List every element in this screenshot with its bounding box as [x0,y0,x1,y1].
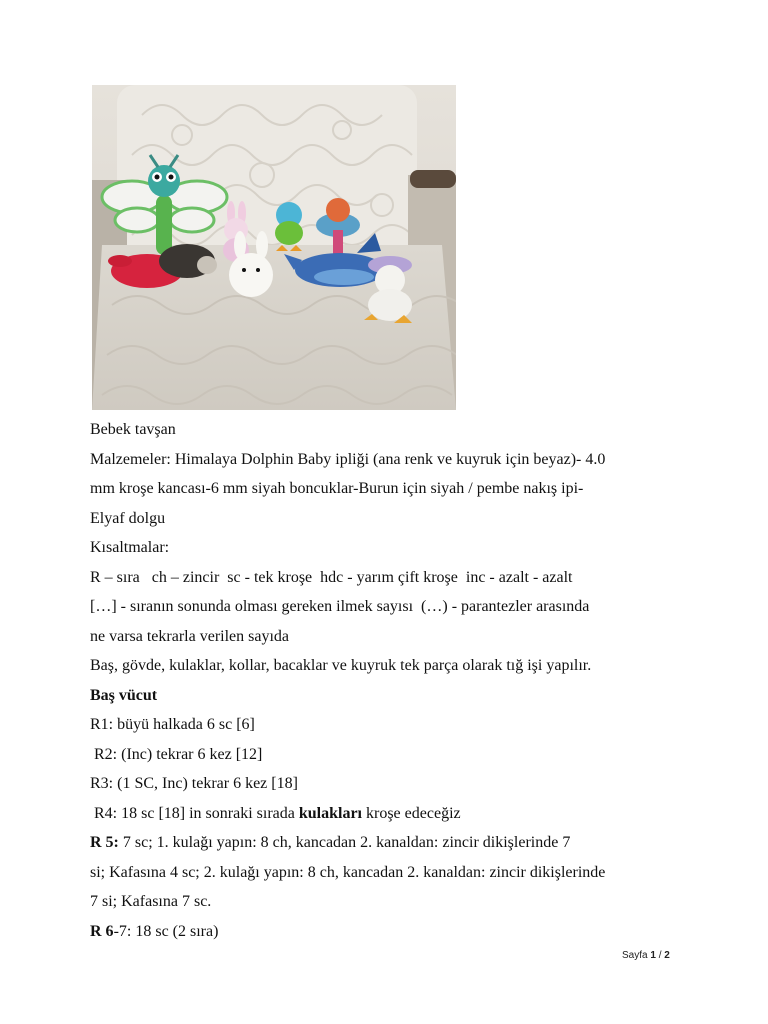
abbreviations-line-3: ne varsa tekrarla verilen sayıda [90,627,290,645]
page-footer [622,950,670,961]
materials-line-2: mm kroşe kancası-6 mm siyah boncuklar-Burun için siyah / pembe nakış ipi- [90,480,584,497]
toys-photo-illustration [92,85,456,410]
footer-page-total: 2 [664,950,670,961]
row-4-text-c: kroşe edeceğiz [362,804,461,822]
row-1: R1: büyü halkada 6 sc [6] [90,716,255,733]
materials-line-1: Malzemeler: Himalaya Dolphin Baby ipliği (ana renk ve kuyruk için beyaz)- 4.0 [90,450,606,468]
abbreviations-title: Kısaltmalar: [90,539,170,556]
section-title-text: Baş vücut [90,686,158,704]
abbreviations-line-1: R – sıra ch – zincir sc - tek kroşe hdc - yarım çift kroşe inc - azalt - azalt [90,568,573,586]
row-4-text-bold: kulakları [298,804,362,822]
row-5-text-1: 7 sc; 1. kulağı yapın: 8 ch, kancadan 2. kanaldan: zincir dikişlerinde 7 [118,834,571,851]
row-4 [90,799,700,829]
footer-prefix: Sayfa [622,950,651,961]
materials-line-3: Elyaf dolgu [90,509,166,527]
row-6-7-text: -7: 18 sc (2 sıra) [113,922,219,940]
row-3: R3: (1 SC, Inc) tekrar 6 kez [18] [90,775,298,792]
row-5-line-2: si; Kafasına 4 sc; 2. kulağı yapın: 8 ch, kancadan 2. kanaldan: zincir dikişlerinde [90,863,606,881]
row-5-line-1 [90,828,700,858]
footer-separator: / [655,950,665,961]
row-4-text-a: R4: 18 sc [18] in sonraki sırada [90,804,299,822]
pattern-text [90,415,700,946]
row-6-7 [90,917,700,947]
row-5-label: R 5: [90,834,119,851]
document-title: Bebek tavşan [90,421,176,438]
footer-page-number: 1 [650,950,656,961]
abbreviations-line-2: […] - sıranın sonunda olması gereken ilmek sayısı (…) - parantezler arasında [90,598,590,615]
toys-photo [92,85,456,410]
intro-line: Baş, gövde, kulaklar, kollar, bacaklar ve kuyruk tek parça olarak tığ işi yapılır. [90,657,592,674]
row-5-line-3: 7 si; Kafasına 7 sc. [90,893,212,910]
section-title [90,681,700,711]
row-6-7-label: R 6 [90,922,114,940]
row-2: R2: (Inc) tekrar 6 kez [12] [90,745,263,763]
